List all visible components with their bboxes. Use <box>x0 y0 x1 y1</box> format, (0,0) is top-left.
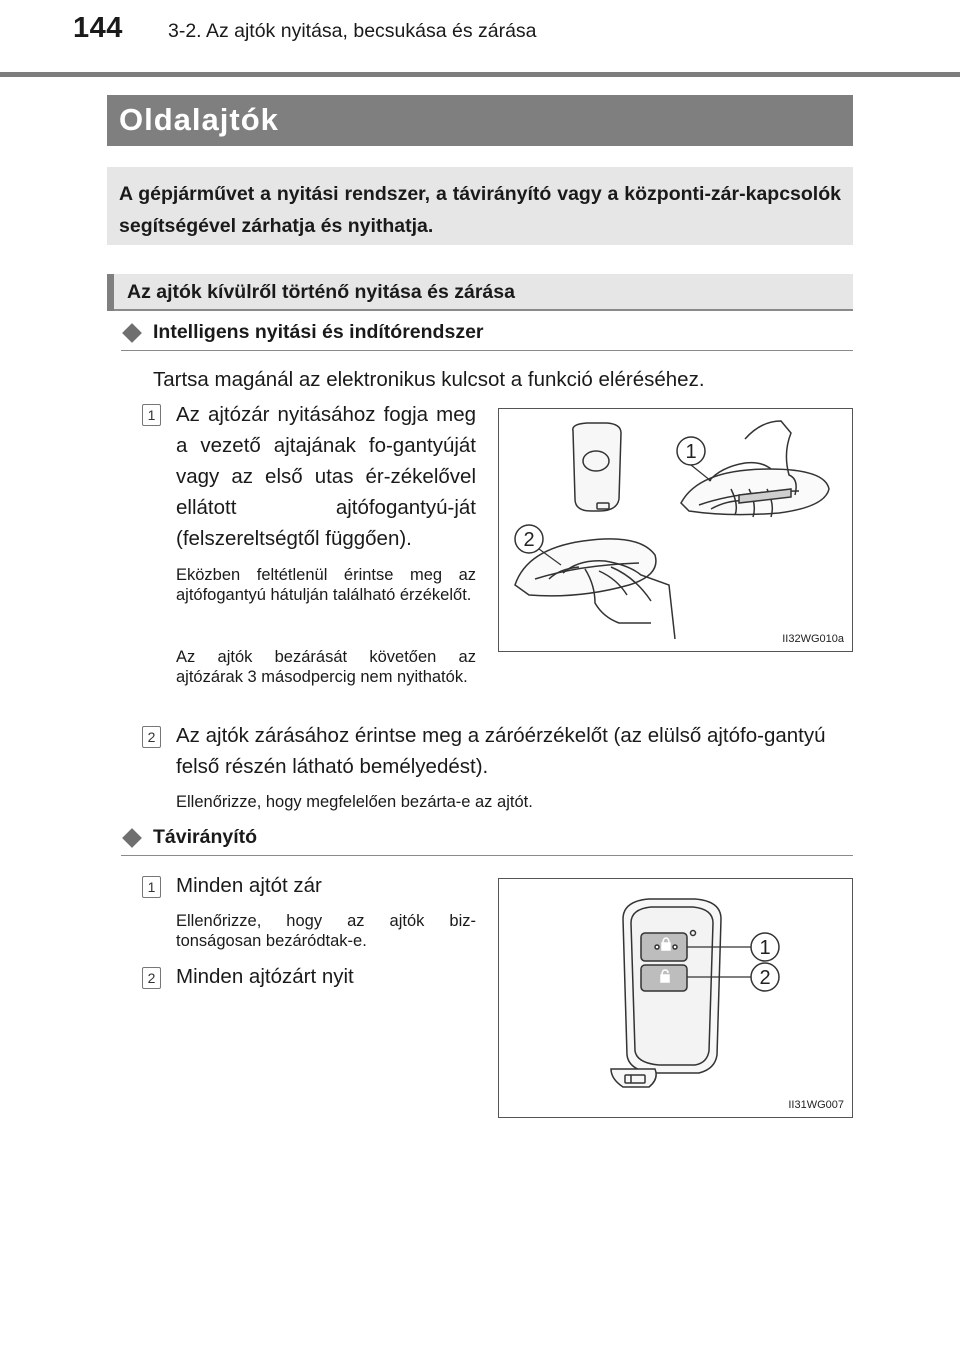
heading-rule <box>121 350 853 351</box>
smart-entry-lead: Tartsa magánál az elektronikus kulcsot a funkció eléréséhez. <box>153 368 705 391</box>
section-banner <box>107 95 853 146</box>
chapter-title: 3-2. Az ajtók nyitása, becsukása és zárása <box>168 20 537 42</box>
key-fob-icon <box>611 899 721 1087</box>
diamond-bullet-icon <box>122 323 142 343</box>
step-number-icon: 1 <box>142 404 161 426</box>
door-handle-figure <box>498 408 853 652</box>
header-rule <box>0 72 960 77</box>
subsection-title: Az ajtók kívülről történő nyitása és zárása <box>127 281 515 303</box>
diamond-bullet-icon <box>122 828 142 848</box>
step-number-icon: 1 <box>142 876 161 898</box>
figure-code: II32WG010a <box>782 633 844 645</box>
callout-2: 2 <box>759 967 771 989</box>
callout-1: 1 <box>685 441 697 463</box>
lower-handle-icon <box>515 539 675 639</box>
intro-text: A gépjárművet a nyitási rendszer, a távirányító vagy a központi-zár-kapcsolók segítségével zárhatja és nyithatja. <box>119 183 841 237</box>
figure-code: II31WG007 <box>788 1099 844 1111</box>
remote-heading <box>121 826 257 849</box>
callout-2: 2 <box>523 529 535 551</box>
remote-item-1-text: Minden ajtót zár <box>176 874 322 897</box>
smart-key-icon <box>573 423 621 511</box>
remote-item-2-text: Minden ajtózárt nyit <box>176 965 354 988</box>
subsection-accent <box>107 274 114 311</box>
remote-heading-text: Távirányító <box>153 826 258 848</box>
section-title: Oldalajtók <box>119 102 279 137</box>
remote-illustration <box>499 879 852 1117</box>
smart-entry-heading-text: Intelligens nyitási és indítórendszer <box>153 321 484 343</box>
heading-rule <box>121 855 853 856</box>
door-handle-illustration <box>499 409 852 651</box>
step-number-icon: 2 <box>142 726 161 748</box>
step-number-icon: 2 <box>142 967 161 989</box>
smart-entry-heading <box>121 321 484 344</box>
smart-item-1-note-2: Az ajtók bezárását követően az ajtózárak 3 másodpercig nem nyithatók. <box>176 648 476 686</box>
callout-1: 1 <box>759 937 771 959</box>
smart-item-2-text: Az ajtók zárásához érintse meg a záróérzékelőt (az elülső ajtófo-gantyú felső részén látható bemélyedést). <box>176 724 826 778</box>
remote-figure <box>498 878 853 1118</box>
upper-handle-icon <box>677 421 829 517</box>
page-number: 144 <box>73 12 123 44</box>
smart-item-1-text: Az ajtózár nyitásához fogja meg a vezető ajtajának fo-gantyúját vagy az első utas ér-zékelővel ellátott ajtófogantyú-ját (felszereltségtől függően). <box>176 403 476 550</box>
smart-item-2-note: Ellenőrizze, hogy megfelelően bezárta-e az ajtót. <box>176 793 533 811</box>
subsection-bar <box>107 274 853 311</box>
intro-box <box>107 167 853 245</box>
remote-item-1-note: Ellenőrizze, hogy az ajtók biz-tonságosan bezáródtak-e. <box>176 912 476 950</box>
smart-item-1-note-1: Eközben feltétlenül érintse meg az ajtófogantyú hátulján található érzékelőt. <box>176 566 476 604</box>
